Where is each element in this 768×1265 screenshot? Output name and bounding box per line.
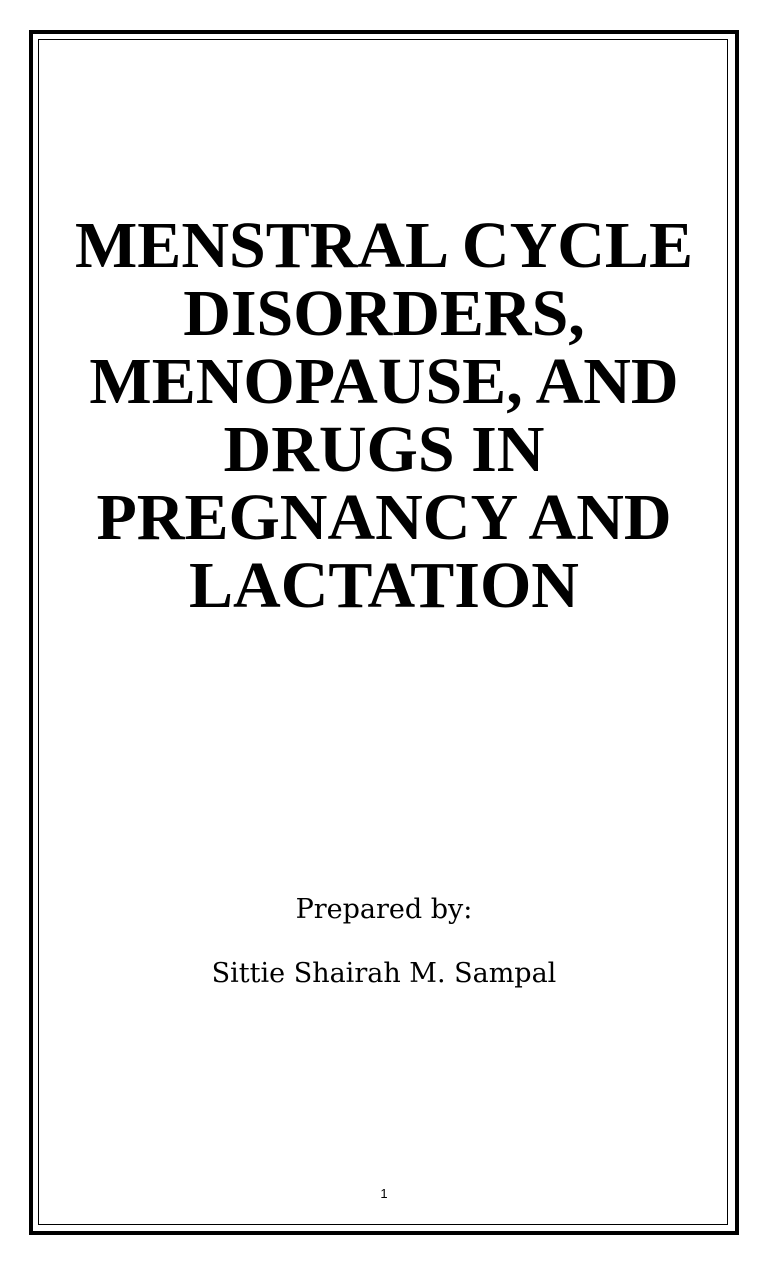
page-number: 1 — [380, 1186, 388, 1201]
title-line: PREGNANCY AND — [96, 481, 672, 554]
title-line: DISORDERS, — [183, 277, 585, 350]
title-line: LACTATION — [189, 549, 579, 622]
prepared-by-label: Prepared by: — [295, 894, 473, 925]
title-line: DRUGS IN — [223, 413, 545, 486]
document-title — [40, 209, 728, 622]
title-line: MENOPAUSE, AND — [89, 345, 679, 418]
author-name: Sittie Shairah M. Sampal — [211, 958, 557, 989]
title-line: MENSTRAL CYCLE — [75, 209, 693, 282]
